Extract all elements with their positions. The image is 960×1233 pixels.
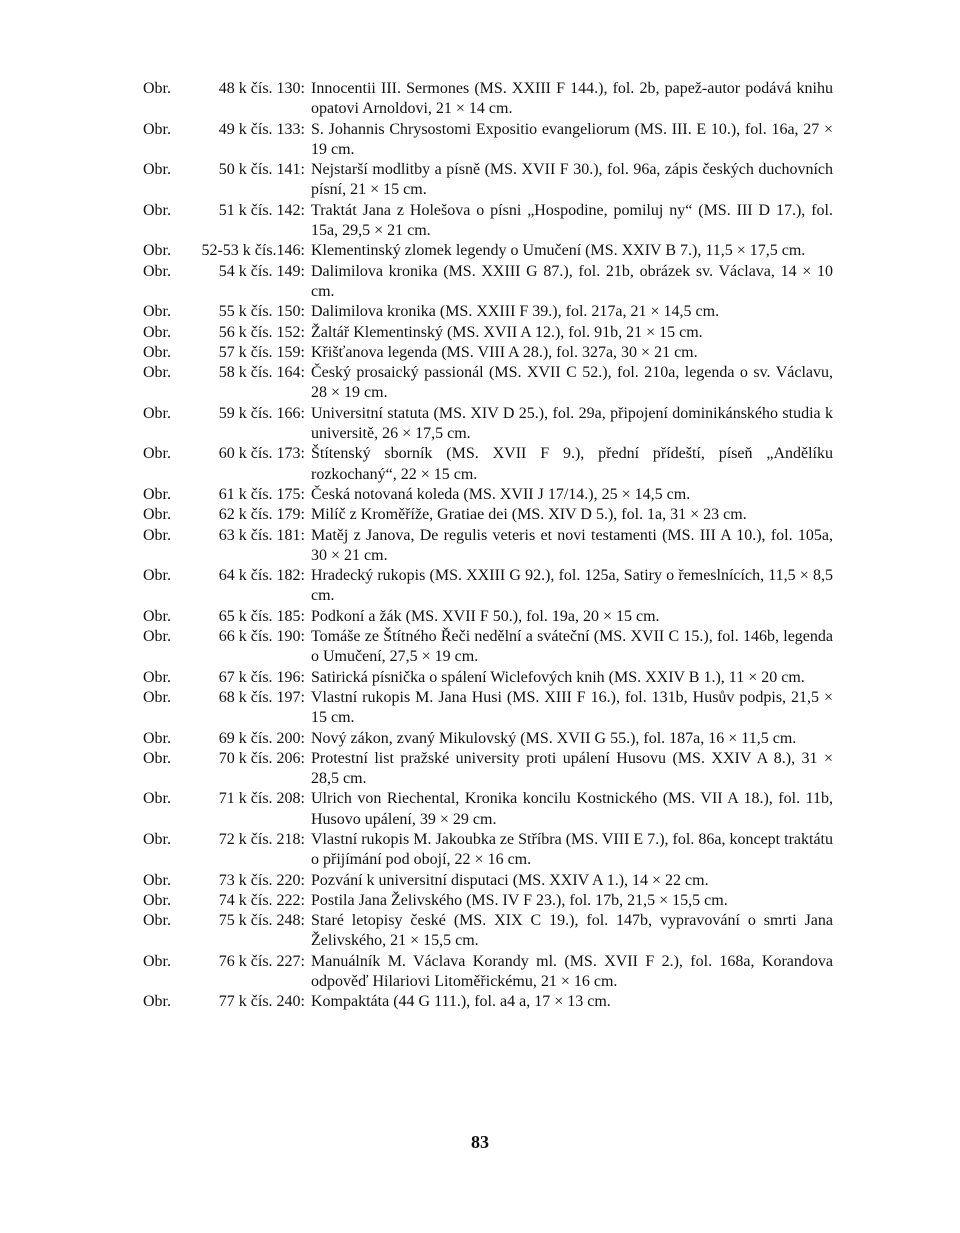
figure-number: 67 k čís. 196: xyxy=(218,668,305,686)
figure-abbrev: Obr. xyxy=(143,891,171,909)
figure-number: 61 k čís. 175: xyxy=(218,485,305,503)
figure-description: Postila Jana Želivského (MS. IV F 23.), fol. 17b, 21,5 × 15,5 cm. xyxy=(311,891,728,909)
figure-reference xyxy=(143,505,311,525)
figure-abbrev: Obr. xyxy=(143,993,171,1011)
figure-entry xyxy=(143,749,833,790)
figure-number: 51 k čís. 142: xyxy=(218,201,305,219)
figure-abbrev: Obr. xyxy=(143,80,171,97)
figure-reference xyxy=(143,404,311,445)
figure-abbrev: Obr. xyxy=(143,688,171,706)
figure-abbrev: Obr. xyxy=(143,445,171,463)
figure-entry xyxy=(143,323,833,343)
figure-number: 70 k čís. 206: xyxy=(218,749,305,767)
figure-reference xyxy=(143,302,311,322)
figure-entry xyxy=(143,607,833,627)
figure-entry xyxy=(143,627,833,668)
figure-entry xyxy=(143,201,833,242)
figure-abbrev: Obr. xyxy=(143,485,171,503)
figure-abbrev: Obr. xyxy=(143,262,171,280)
figure-abbrev: Obr. xyxy=(143,120,171,138)
figure-reference xyxy=(143,79,311,120)
figure-entry xyxy=(143,526,833,567)
figure-reference xyxy=(143,891,311,911)
figure-abbrev: Obr. xyxy=(143,749,171,767)
figure-reference xyxy=(143,607,311,627)
figure-description: Nejstarší modlitby a písně (MS. XVII F 30.), fol. 96a, zápis českých duchovních písní, 21 × 15 cm. xyxy=(311,161,833,199)
figure-description: Nový zákon, zvaný Mikulovský (MS. XVII G 55.), fol. 187a, 16 × 11,5 cm. xyxy=(311,729,797,747)
figure-number: 59 k čís. 166: xyxy=(218,404,305,422)
figure-entry xyxy=(143,485,833,505)
figure-description: Milíč z Kroměříže, Gratiae dei (MS. XIV D 5.), fol. 1a, 31 × 23 cm. xyxy=(311,506,747,524)
figure-entry xyxy=(143,830,833,871)
figure-entry xyxy=(143,871,833,891)
figure-description: Manuálník M. Václava Korandy ml. (MS. XVII F 2.), fol. 168a, Korandova odpověď Hilariovi Litoměřickému, 21 × 16 cm. xyxy=(311,952,833,991)
figure-reference xyxy=(143,323,311,343)
figure-reference xyxy=(143,952,311,993)
figure-reference xyxy=(143,262,311,303)
figure-abbrev: Obr. xyxy=(143,404,171,422)
figure-reference xyxy=(143,241,311,261)
figure-number: 65 k čís. 185: xyxy=(218,607,305,625)
figure-reference xyxy=(143,911,311,952)
figure-reference xyxy=(143,363,311,404)
figure-entry xyxy=(143,79,833,120)
figure-description: Tomáše ze Štítného Řeči nedělní a sváteční (MS. XVII C 15.), fol. 146b, legenda o Umučení, 27,5 × 19 cm. xyxy=(311,628,833,666)
figure-reference xyxy=(143,343,311,363)
figure-abbrev: Obr. xyxy=(143,323,171,341)
figure-abbrev: Obr. xyxy=(143,729,171,747)
figure-description: Traktát Jana z Holešova o písni „Hospodine, pomiluj ny“ (MS. III D 17.), fol. 15a, 29,5 × 21 cm. xyxy=(311,201,833,240)
figure-reference xyxy=(143,201,311,242)
figure-reference xyxy=(143,160,311,201)
figure-number: 58 k čís. 164: xyxy=(218,364,305,382)
figure-number: 52-53 k čís.146: xyxy=(201,242,305,260)
figure-entry xyxy=(143,444,833,485)
figure-abbrev: Obr. xyxy=(143,161,171,179)
figure-entry xyxy=(143,241,833,261)
figure-number: 69 k čís. 200: xyxy=(218,729,305,747)
figure-reference xyxy=(143,485,311,505)
figure-number: 56 k čís. 152: xyxy=(218,323,305,341)
figure-number: 64 k čís. 182: xyxy=(218,567,305,585)
figure-abbrev: Obr. xyxy=(143,242,171,260)
figure-abbrev: Obr. xyxy=(143,201,171,219)
figure-entry xyxy=(143,302,833,322)
figure-reference xyxy=(143,749,311,790)
figure-entry xyxy=(143,688,833,729)
figure-number: 72 k čís. 218: xyxy=(218,830,305,848)
figure-description: Český prosaický passionál (MS. XVII C 52.), fol. 210a, legenda o sv. Václavu, 28 × 19 cm. xyxy=(311,364,833,402)
figure-abbrev: Obr. xyxy=(143,506,171,524)
figure-abbrev: Obr. xyxy=(143,526,171,544)
figure-number: 77 k čís. 240: xyxy=(218,993,305,1011)
figure-number: 68 k čís. 197: xyxy=(218,688,305,706)
figure-number: 48 k čís. 130: xyxy=(218,80,305,97)
figure-description: Vlastní rukopis M. Jakoubka ze Stříbra (MS. VIII E 7.), fol. 86a, koncept traktátu o přijímání pod obojí, 22 × 16 cm. xyxy=(311,830,833,869)
figure-description: Satirická písnička o spálení Wiclefových knih (MS. XXIV B 1.), 11 × 20 cm. xyxy=(311,668,805,686)
figure-description: Křišťanova legenda (MS. VIII A 28.), fol. 327a, 30 × 21 cm. xyxy=(311,343,698,361)
figure-abbrev: Obr. xyxy=(143,343,171,361)
figure-number: 73 k čís. 220: xyxy=(218,871,305,889)
figure-description: Štítenský sborník (MS. XVII F 9.), přední přídeští, píseň „Andělíku rozkochaný“, 22 × 15 cm. xyxy=(311,445,833,483)
figure-number: 62 k čís. 179: xyxy=(218,506,305,524)
figure-abbrev: Obr. xyxy=(143,303,171,321)
figure-number: 54 k čís. 149: xyxy=(218,262,305,280)
figure-reference xyxy=(143,120,311,161)
figure-description: Matěj z Janova, De regulis veteris et novi testamenti (MS. III A 10.), fol. 105a, 30 × 21 cm. xyxy=(311,526,833,564)
figure-entry xyxy=(143,363,833,404)
figure-entry xyxy=(143,729,833,749)
figure-entry xyxy=(143,404,833,445)
figure-reference xyxy=(143,566,311,607)
figure-abbrev: Obr. xyxy=(143,830,171,848)
figure-abbrev: Obr. xyxy=(143,567,171,585)
figure-reference xyxy=(143,526,311,567)
figure-description: Protestní list pražské university proti upálení Husovu (MS. XXIV A 8.), 31 × 28,5 cm. xyxy=(311,749,833,788)
figure-reference xyxy=(143,789,311,830)
figure-entry xyxy=(143,505,833,525)
figure-number: 49 k čís. 133: xyxy=(218,120,305,138)
figure-reference xyxy=(143,688,311,729)
figure-description: Pozvání k universitní disputaci (MS. XXIV A 1.), 14 × 22 cm. xyxy=(311,871,709,889)
figure-entry xyxy=(143,992,833,1012)
figure-entry xyxy=(143,891,833,911)
figure-description: Hradecký rukopis (MS. XXIII G 92.), fol. 125a, Satiry o řemeslnících, 11,5 × 8,5 cm. xyxy=(311,567,833,605)
figure-entry xyxy=(143,566,833,607)
figure-number: 75 k čís. 248: xyxy=(218,912,305,930)
page-number: 83 xyxy=(471,1132,489,1152)
figure-abbrev: Obr. xyxy=(143,790,171,808)
figure-entry xyxy=(143,668,833,688)
figure-description: Ulrich von Riechental, Kronika koncilu Kostnického (MS. VII A 18.), fol. 11b, Husovo upálení, 39 × 29 cm. xyxy=(311,790,833,828)
figure-reference xyxy=(143,729,311,749)
figure-entry xyxy=(143,160,833,201)
figure-number: 57 k čís. 159: xyxy=(218,343,305,361)
figure-description: Dalimilova kronika (MS. XXIII G 87.), fol. 21b, obrázek sv. Václava, 14 × 10 cm. xyxy=(311,262,833,300)
figure-number: 76 k čís. 227: xyxy=(218,952,305,970)
figure-number: 63 k čís. 181: xyxy=(218,526,305,544)
figure-description: Kompaktáta (44 G 111.), fol. a4 a, 17 × 13 cm. xyxy=(311,993,611,1011)
figure-description: Innocentii III. Sermones (MS. XXIII F 144.), fol. 2b, papež-autor podává knihu opatovi Arnoldovi, 21 × 14 cm. xyxy=(311,80,833,118)
figure-reference xyxy=(143,444,311,485)
figure-description: Žaltář Klementinský (MS. XVII A 12.), fol. 91b, 21 × 15 cm. xyxy=(311,323,703,341)
figure-abbrev: Obr. xyxy=(143,952,171,970)
figure-reference xyxy=(143,668,311,688)
figure-entry xyxy=(143,262,833,303)
figure-abbrev: Obr. xyxy=(143,871,171,889)
figure-number: 55 k čís. 150: xyxy=(218,303,305,321)
figure-abbrev: Obr. xyxy=(143,668,171,686)
figure-entry xyxy=(143,911,833,952)
figure-description: Universitní statuta (MS. XIV D 25.), fol. 29a, připojení dominikánského studia k universitě, 26 × 17,5 cm. xyxy=(311,404,833,443)
figure-reference xyxy=(143,830,311,871)
figure-description: Staré letopisy české (MS. XIX C 19.), fol. 147b, vypravování o smrti Jana Želivského, 21 × 15,5 cm. xyxy=(311,912,833,950)
figure-number: 50 k čís. 141: xyxy=(218,161,305,179)
figure-description: Česká notovaná koleda (MS. XVII J 17/14.), 25 × 14,5 cm. xyxy=(311,485,691,503)
figure-reference xyxy=(143,992,311,1012)
figure-description: Podkoní a žák (MS. XVII F 50.), fol. 19a, 20 × 15 cm. xyxy=(311,607,660,625)
figure-abbrev: Obr. xyxy=(143,364,171,382)
figure-entry xyxy=(143,120,833,161)
figure-list xyxy=(143,79,833,1013)
figure-abbrev: Obr. xyxy=(143,607,171,625)
figure-number: 71 k čís. 208: xyxy=(218,790,305,808)
figure-reference xyxy=(143,871,311,891)
figure-number: 74 k čís. 222: xyxy=(218,891,305,909)
figure-entry xyxy=(143,343,833,363)
figure-entry xyxy=(143,952,833,993)
figure-number: 60 k čís. 173: xyxy=(218,445,305,463)
figure-abbrev: Obr. xyxy=(143,628,171,646)
figure-entry xyxy=(143,789,833,830)
figure-reference xyxy=(143,627,311,668)
figure-description: Klementinský zlomek legendy o Umučení (MS. XXIV B 7.), 11,5 × 17,5 cm. xyxy=(311,242,806,260)
figure-description: Dalimilova kronika (MS. XXIII F 39.), fol. 217a, 21 × 14,5 cm. xyxy=(311,303,720,321)
figure-number: 66 k čís. 190: xyxy=(218,628,305,646)
figure-description: S. Johannis Chrysostomi Expositio evangeliorum (MS. III. E 10.), fol. 16a, 27 × 19 cm. xyxy=(311,120,833,158)
figure-description: Vlastní rukopis M. Jana Husi (MS. XIII F 16.), fol. 131b, Husův podpis, 21,5 × 15 cm. xyxy=(311,688,833,727)
figure-abbrev: Obr. xyxy=(143,912,171,930)
